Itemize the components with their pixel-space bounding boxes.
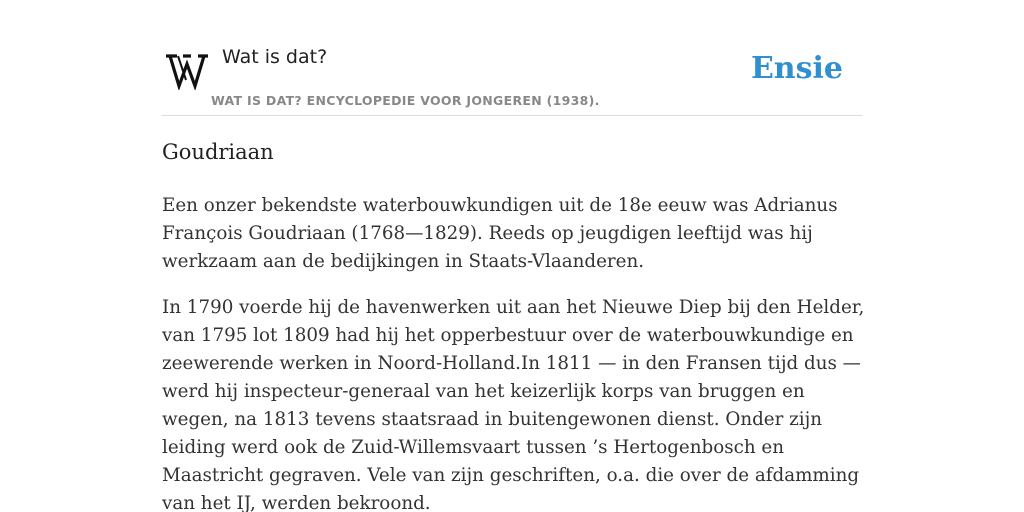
wikisource-w-icon xyxy=(165,52,209,90)
article-body xyxy=(162,192,868,512)
source-header xyxy=(162,40,862,116)
source-subtitle: WAT IS DAT? ENCYCLOPEDIE VOOR JONGEREN (1938). xyxy=(211,93,600,108)
ensie-logo[interactable]: Ensie xyxy=(750,51,843,86)
article-title: Goudriaan xyxy=(162,140,274,164)
source-title[interactable]: Wat is dat? xyxy=(222,46,328,68)
article-paragraph: Een onzer bekendste waterbouwkundigen uit de 18e eeuw was Adrianus François Goudriaan (1768—1829). Reeds op jeugdigen leeftijd was hij werkzaam aan de bedijkingen in Staats-Vlaanderen. xyxy=(162,195,838,272)
article-paragraph: In 1790 voerde hij de havenwerken uit aan het Nieuwe Diep bij den Helder, van 1795 lot 1809 had hij het opperbestuur over de waterbouwkundige en zeewerende werken in Noord-Holland.In 1811 — in den Fransen tijd dus — werd hij inspecteur-generaal van het keizerlijk korps van bruggen en wegen, na 1813 tevens staatsraad in buitengewonen dienst. Onder zijn leiding werd ook de Zuid-Willemsvaart tussen ’s Hertogenbosch en Maastricht gegraven. Vele van zijn geschriften, o.a. die over de afdamming van het IJ, werden bekroond. xyxy=(162,297,865,512)
